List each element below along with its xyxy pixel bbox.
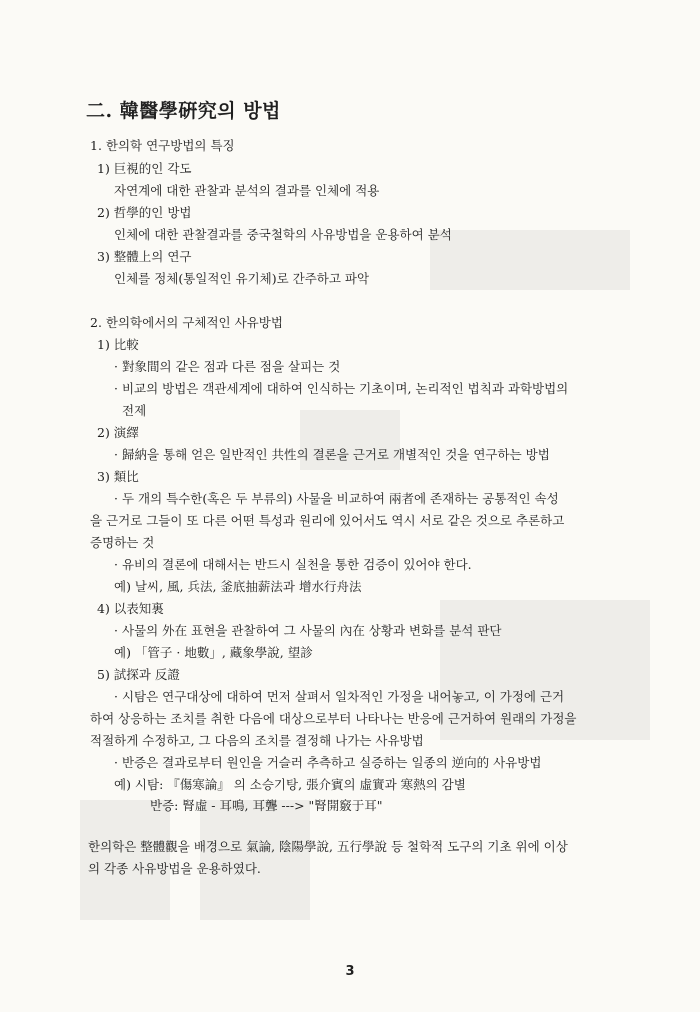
example-line: 예) 「管子 · 地數」, 藏象學說, 望診 [114, 645, 313, 660]
example-line: 예) 날씨, 風, 兵法, 釜底抽薪法과 增水行舟法 [114, 579, 362, 594]
section-heading: 2. 한의학에서의 구체적인 사유방법 [90, 315, 283, 330]
item-line: · 對象間의 같은 점과 다른 점을 살피는 것 [114, 359, 341, 374]
example-line: 반증: 腎虛 - 耳鳴, 耳聾 ---> "腎開竅于耳" [150, 798, 383, 813]
item-line: 을 근거로 그들이 또 다른 어떤 특성과 원리에 있어서도 역시 서로 같은 것으로 추론하고 [90, 513, 565, 528]
item-heading: 1) 比較 [97, 337, 139, 352]
item-heading: 3) 整體上의 연구 [97, 249, 192, 264]
item-line: · 두 개의 특수한(혹은 두 부류의) 사물을 비교하여 兩者에 존재하는 공통적인 속성 [114, 491, 559, 506]
item-line: 하여 상응하는 조치를 취한 다음에 대상으로부터 나타나는 반응에 근거하여 원래의 가정을 [90, 711, 577, 726]
item-line: 인체에 대한 관찰결과를 중국철학의 사유방법을 운용하여 분석 [114, 227, 452, 242]
item-heading: 2) 演繹 [97, 425, 139, 440]
item-heading: 2) 哲學的인 방법 [97, 205, 192, 220]
item-line: · 비교의 방법은 객관세계에 대하여 인식하는 기초이며, 논리적인 법칙과 과학방법의 [114, 381, 569, 396]
item-line: 증명하는 것 [90, 535, 155, 550]
conclusion-line: 의 각종 사유방법을 운용하였다. [88, 861, 261, 876]
item-heading: 3) 類比 [97, 469, 139, 484]
item-line: · 사물의 外在 표현을 관찰하여 그 사물의 內在 상황과 변화를 분석 판단 [114, 623, 502, 638]
item-line: · 시탐은 연구대상에 대하여 먼저 살펴서 일차적인 가정을 내어놓고, 이 가정에 근거 [114, 689, 565, 704]
item-line: 전제 [122, 403, 147, 418]
page-title: 二. 韓醫學硏究의 방법 [86, 100, 281, 122]
item-line: · 歸納을 통해 얻은 일반적인 共性의 결론을 근거로 개별적인 것을 연구하는 방법 [114, 447, 550, 462]
item-line: 인체를 정체(통일적인 유기체)로 간주하고 파악 [114, 271, 370, 286]
item-heading: 4) 以表知裏 [97, 601, 164, 616]
item-heading: 1) 巨視的인 각도 [97, 161, 192, 176]
item-line: · 반증은 결과로부터 원인을 거슬러 추측하고 실증하는 일종의 逆向的 사유방법 [114, 755, 542, 770]
example-line: 예) 시탐: 『傷寒論』 의 소승기탕, 張介賓의 虛實과 寒熱의 감별 [114, 777, 466, 792]
conclusion-line: 한의학은 整體觀을 배경으로 氣論, 陰陽學說, 五行學說 등 철학적 도구의 기초 위에 이상 [88, 839, 568, 854]
item-heading: 5) 試探과 反證 [97, 667, 180, 682]
page-number: 3 [345, 964, 355, 979]
section-heading: 1. 한의학 연구방법의 특징 [90, 138, 235, 153]
item-line: · 유비의 결론에 대해서는 반드시 실천을 통한 검증이 있어야 한다. [114, 557, 472, 572]
item-line: 자연계에 대한 관찰과 분석의 결과를 인체에 적용 [114, 183, 380, 198]
item-line: 적절하게 수정하고, 그 다음의 조치를 결정해 나가는 사유방법 [90, 733, 424, 748]
